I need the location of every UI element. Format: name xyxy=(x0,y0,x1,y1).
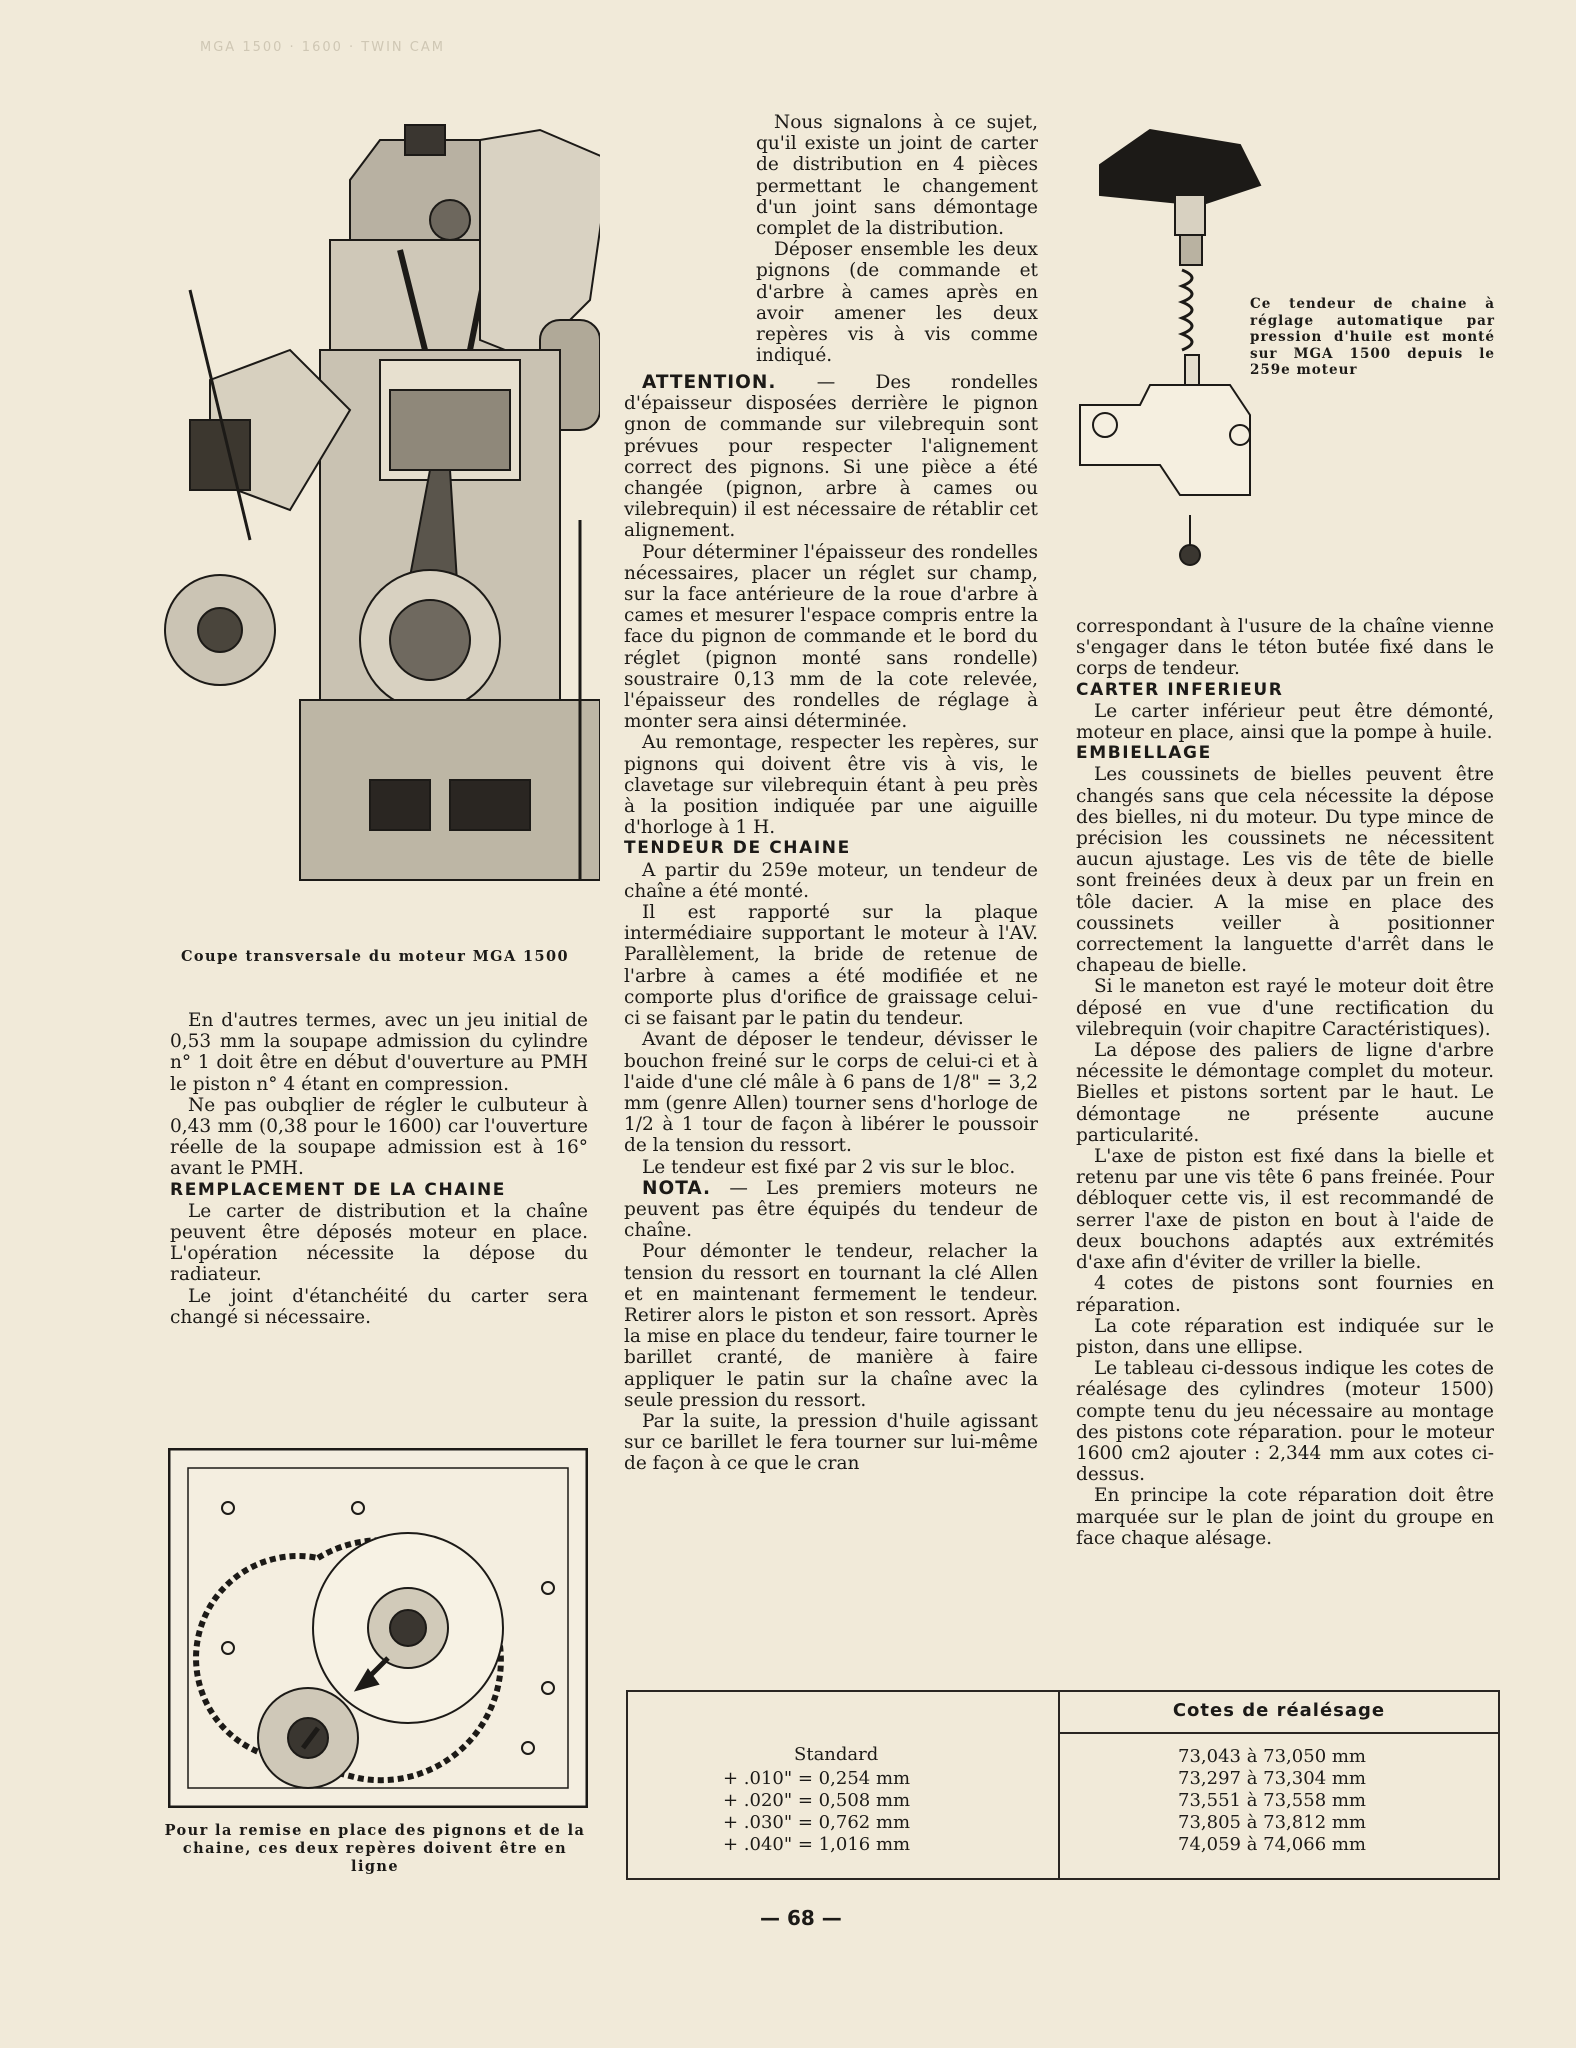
paragraph: Avant de déposer le tendeur, dévisser le bouchon freiné sur le corps de celui-ci et à l'aide d'une clé mâle à 6 pans de 1/8" = 3,2 mm (genre Allen) tourner sens d'horloge de 1/2 à 1 tour de façon à libérer le poussoir de la tension du ressort. xyxy=(624,1029,1038,1157)
heading-carter-inferieur: CARTER INFERIEUR xyxy=(1076,679,1284,700)
chain-tensioner-figure xyxy=(1070,125,1280,585)
column-2-top xyxy=(756,112,1038,366)
nota-paragraph xyxy=(624,1178,1038,1242)
paragraph: L'axe de piston est fixé dans la bielle et retenu par une vis tête 6 pans freinée. Pour débloquer cette vis, il est recommandé de serrer l'axe de piston en bout à l'aide de deux bouchons adaptés aux extrémités d'axe afin d'éviter de vriller la bielle. xyxy=(1076,1146,1494,1274)
nota-text: — Les premiers moteurs ne peuvent pas être équipés du tendeur de chaîne. xyxy=(624,1177,1038,1242)
paragraph: Nous signalons à ce sujet, qu'il existe un joint de carter de distribution en 4 pièces permettant le changement d'un joint sans démontage complet de la distribution. xyxy=(756,112,1038,240)
heading-tendeur-chaine: TENDEUR DE CHAINE xyxy=(624,838,851,859)
paragraph: Le tendeur est fixé par 2 vis sur le bloc. xyxy=(642,1156,1016,1178)
timing-chain-figure xyxy=(168,1448,588,1808)
paragraph: La cote réparation est indiquée sur le piston, dans une ellipse. xyxy=(1076,1315,1494,1358)
column-1 xyxy=(170,1010,588,1328)
heading-remplacement-chaine: REMPLACEMENT DE LA CHAINE xyxy=(170,1179,507,1200)
paragraph: Au remontage, respecter les repères, sur pignons qui doivent être vis à vis, le clavetage sur vilebrequin étant à peu près à la position indiquée par une aiguille d'horloge à 1 H. xyxy=(624,732,1038,839)
paragraph: Le joint d'étanchéité du carter sera changé si nécessaire. xyxy=(170,1285,588,1328)
table-right-row: 73,043 à 73,050 mm xyxy=(1178,1746,1366,1767)
table-right-row: 73,297 à 73,304 mm xyxy=(1178,1768,1366,1789)
paragraph: Pour déterminer l'épaisseur des rondelles nécessaires, placer un réglet sur champ, sur la face antérieure de la roue d'arbre à cames et mesurer l'espace compris entre la face du pignon de commande et le bord du réglet (pignon monté sans rondelle) soustraire 0,13 mm de la cote relevée, l'épaisseur des rondelles de réglage à monter sera ainsi déterminée. xyxy=(624,541,1038,733)
tensioner-caption: Ce tendeur de chaine à réglage automatique par pression d'huile est monté sur MGA 1500 depuis le 259e moteur xyxy=(1250,296,1495,378)
column-3 xyxy=(1076,616,1494,1549)
paragraph: Il est rapporté sur la plaque intermédiaire supportant le moteur à l'AV. Parallèlement, la bride de retenue de l'arbre à cames a été modifiée et ne comporte plus d'orifice de graissage celui-ci se faisant par le patin du tendeur. xyxy=(624,902,1038,1030)
table-right-row: 73,551 à 73,558 mm xyxy=(1178,1790,1366,1811)
attention-text: — Des rondelles d'épaisseur disposées derrière le pignon gnon de commande sur vilebrequin sont prévues pour respecter l'alignement correct des pignons. Si une pièce a été changée (pignon, arbre à cames ou vilebrequin) il est nécessaire de rétablir cet alignement. xyxy=(624,372,1039,542)
paragraph: Le carter inférieur peut être démonté, moteur en place, ainsi que la pompe à huile. xyxy=(1076,700,1494,744)
table-left-row: + .030" = 0,762 mm xyxy=(723,1812,911,1833)
table-header: Cotes de réalésage xyxy=(1172,1700,1386,1721)
paragraph: En principe la cote réparation doit être marquée sur le plan de joint du groupe en face chaque alésage. xyxy=(1076,1485,1494,1549)
paragraph: correspondant à l'usure de la chaîne vienne s'engager dans le téton butée fixé dans le corps de tendeur. xyxy=(1076,616,1494,680)
attention-label: ATTENTION. xyxy=(642,372,777,393)
table-left-row: + .020" = 0,508 mm xyxy=(723,1790,911,1811)
nota-label: NOTA. xyxy=(642,1177,712,1199)
chain-caption: Pour la remise en place des pignons et de la chaine, ces deux repères doivent être en ligne xyxy=(164,1822,586,1875)
paragraph: Le tableau ci-dessous indique les cotes de réalésage des cylindres (moteur 1500) compte tenu du jeu nécessaire au montage des pistons cote réparation. pour le moteur 1600 cm2 ajouter : 2,344 mm aux cotes ci-dessus. xyxy=(1076,1358,1494,1486)
table-left-row: + .040" = 1,016 mm xyxy=(723,1834,911,1855)
paragraph: Ne pas oubqlier de régler le culbuteur à 0,43 mm (0,38 pour le 1600) car l'ouverture réelle de la soupape admission est à 16° avant le PMH. xyxy=(170,1094,588,1180)
reboring-table xyxy=(626,1690,1500,1880)
paragraph: Le carter de distribution et la chaîne peuvent être déposés moteur en place. L'opération nécessite la dépose du radiateur. xyxy=(170,1200,588,1286)
attention-paragraph xyxy=(624,372,1038,542)
paragraph: A partir du 259e moteur, un tendeur de chaîne a été monté. xyxy=(624,859,1038,902)
page-number: — 68 — xyxy=(760,1906,842,1930)
table-right-row: 74,059 à 74,066 mm xyxy=(1178,1834,1366,1855)
paragraph: La dépose des paliers de ligne d'arbre nécessite le démontage complet du moteur. Bielles et pistons sortent par le haut. Le démontage ne présente aucune particularité. xyxy=(1076,1040,1494,1146)
bleed-through-text: MGA 1500 · 1600 · TWIN CAM xyxy=(200,40,445,55)
paragraph: 4 cotes de pistons sont fournies en réparation. xyxy=(1076,1273,1494,1316)
paragraph: Déposer ensemble les deux pignons (de commande et d'arbre à cames après en avoir amener les deux repères vis à vis comme indiqué. xyxy=(756,239,1038,367)
paragraph: En d'autres termes, avec un jeu initial de 0,53 mm la soupape admission du cylindre n° 1 doit être en début d'ouverture au PMH le piston n° 4 étant en compression. xyxy=(170,1010,588,1095)
paragraph: Pour démonter le tendeur, relacher la tension du ressort en tournant la clé Allen et en maintenant fermement le tendeur. Retirer alors le piston et son ressort. Après la mise en place du tendeur, faire tourner le barillet cranté, de manière à faire appliquer le patin sur la chaîne avec la seule pression du ressort. xyxy=(624,1241,1038,1411)
table-right-row: 73,805 à 73,812 mm xyxy=(1178,1812,1366,1833)
engine-caption: Coupe transversale du moteur MGA 1500 xyxy=(180,948,570,965)
paragraph: Les coussinets de bielles peuvent être changés sans que cela nécessite la dépose des bielles, ni du moteur. Du type mince de précision les coussinets ne nécessitent aucun ajustage. Les vis de tête de bielle sont freinées deux à deux par un frein en tôle dacier. A la mise en place des coussinets veiller à positionner correctement la languette d'arrêt dans le chapeau de bielle. xyxy=(1076,764,1494,977)
heading-embiellage: EMBIELLAGE xyxy=(1076,743,1212,764)
paragraph: Si le maneton est rayé le moteur doit être déposé en vue d'une rectification du vilebrequin (voir chapitre Caractéristiques). xyxy=(1076,976,1494,1040)
table-left-row: + .010" = 0,254 mm xyxy=(723,1768,911,1789)
table-header-rule xyxy=(1058,1732,1498,1734)
table-left-row: Standard xyxy=(794,1744,879,1765)
engine-cross-section-figure xyxy=(150,120,600,920)
paragraph: Par la suite, la pression d'huile agissant sur ce barillet le fera tourner sur lui-même de façon à ce que le cran xyxy=(624,1410,1038,1475)
column-2 xyxy=(624,372,1038,1475)
